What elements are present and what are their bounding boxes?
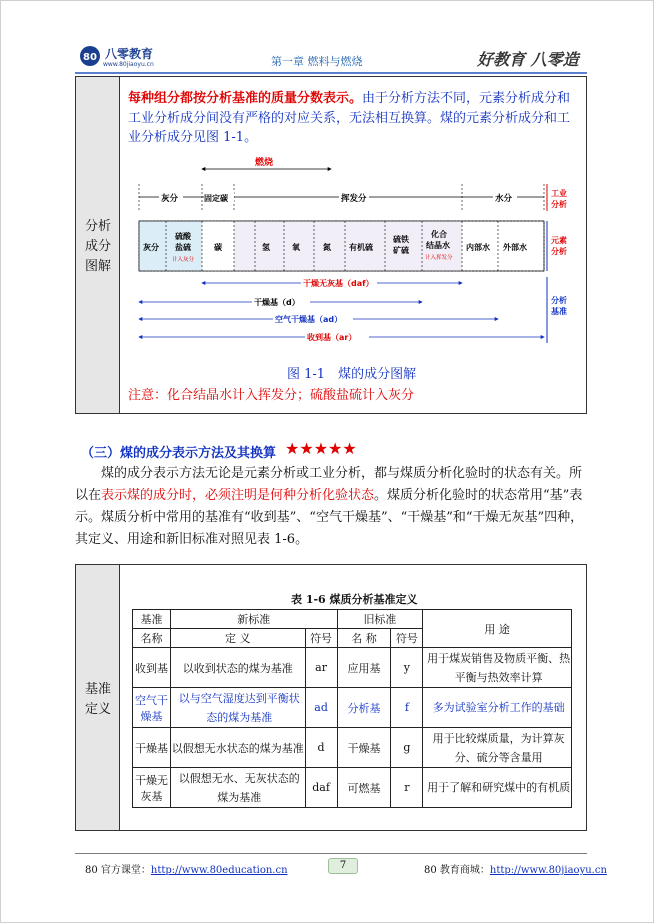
section-paragraph	[75, 463, 587, 551]
header-old-standard: 旧标准	[337, 610, 423, 629]
figure-note: 注意：化合结晶水计入挥发分；硫酸盐硫计入灰分	[128, 388, 415, 403]
box-label-column	[76, 77, 120, 413]
row-usage: 用于了解和研究煤中的有机质	[423, 768, 572, 808]
svg-text:80: 80	[83, 52, 97, 63]
element-pyrite-sulfur-1: 硫铁	[393, 235, 409, 244]
row-usage: 用于比较煤质量，为计算灰分、硫分等含量用	[423, 728, 572, 768]
element-carbon: 碳	[214, 243, 222, 252]
row-definition: 以假想无水状态的煤为基准	[170, 728, 305, 768]
row-symbol: ar	[305, 648, 337, 688]
table-header-row	[133, 610, 572, 629]
row-old-name: 可燃基	[337, 768, 391, 808]
row-symbol: daf	[305, 768, 337, 808]
label-elemental-1: 元素	[551, 236, 567, 245]
note-into-volatile: 计入挥发分	[425, 255, 453, 261]
element-oxygen: 氧	[292, 243, 300, 252]
footer-divider	[75, 853, 587, 854]
footer-official-link[interactable]: http://www.80education.cn	[150, 865, 288, 876]
industrial-moisture: 水分	[495, 194, 513, 204]
element-sulfate-sulfur-2: 盐硫	[175, 243, 191, 252]
header-old-name: 名 称	[337, 629, 391, 648]
element-analysis-row	[139, 221, 544, 271]
header-definition: 定 义	[170, 629, 305, 648]
basis-arrows	[139, 277, 544, 342]
combustion-label: 燃烧	[255, 158, 274, 168]
industrial-ash: 灰分	[161, 194, 179, 204]
page-number: 7	[328, 858, 358, 874]
element-hydrogen: 氢	[262, 243, 270, 252]
element-sulfate-sulfur-1: 硫酸	[175, 232, 191, 241]
footer-left: 80 官方课堂：http://www.80education.cn	[85, 865, 288, 876]
element-surface-water: 外部水	[503, 243, 527, 252]
section-title: （三）煤的成分表示方法及其换算	[81, 446, 277, 461]
element-nitrogen: 氮	[323, 243, 331, 252]
header-old-symbol: 符号	[391, 629, 423, 648]
para-part-1: 煤的成分表示方法无论是元素分析或工业分析，都与煤质分析化验时的状态有关。所以在	[75, 466, 583, 503]
row-usage: 用于煤炭销售及物质平衡、热平衡与热效率计算	[423, 648, 572, 688]
slogan: 好教育 八零造	[477, 50, 579, 69]
basis-ar: 收到基（ar）	[307, 333, 357, 342]
element-crystal-water-2: 结晶水	[426, 241, 450, 250]
note-into-ash: 计入灰分	[172, 257, 195, 263]
element-organic-sulfur: 有机硫	[349, 243, 373, 252]
importance-stars: ★★★★★	[285, 439, 357, 458]
row-definition: 以与空气湿度达到平衡状态的煤为基准	[170, 688, 305, 728]
row-old-symbol: r	[391, 768, 423, 808]
basis-ad: 空气干燥基（ad）	[275, 315, 343, 324]
para-highlight: 表示煤的成分时，必须注明是何种分析化验状态	[101, 488, 375, 503]
industrial-analysis-row	[139, 184, 544, 211]
table-row	[133, 688, 572, 728]
basis-d: 干燥基（d）	[254, 298, 300, 307]
row-name: 干燥无灰基	[133, 768, 171, 808]
row-old-name: 分析基	[337, 688, 391, 728]
label-basis-1: 分析	[551, 296, 567, 305]
table-title: 表 1-6 煤质分析基准定义	[291, 593, 418, 606]
basis-definition-box	[75, 564, 587, 831]
row-name: 空气干燥基	[133, 688, 171, 728]
element-ash: 灰分	[143, 243, 159, 252]
row-definition: 以收到状态的煤为基准	[170, 648, 305, 688]
row-name: 收到基	[133, 648, 171, 688]
brand-url: www.80jiaoyu.cn	[103, 61, 154, 68]
row-old-symbol: f	[391, 688, 423, 728]
header-usage: 用 途	[423, 610, 572, 648]
row-definition: 以假想无水、无灰状态的煤为基准	[170, 768, 305, 808]
box-label: 基准 定义	[84, 682, 111, 717]
element-pyrite-sulfur-2: 矿硫	[393, 246, 409, 255]
element-inherent-water: 内部水	[466, 243, 490, 252]
para-part-2: 。煤质分析化验时的状态常用“基”表示。煤质分析中常用的基准有“收到基”、“空气干燥基”、“干燥基”和“干燥无灰基”四种，其定义、用途和新旧标准对照见表 1-6。	[75, 488, 584, 547]
header-new-standard: 新标准	[170, 610, 337, 629]
label-elemental-2: 分析	[551, 247, 567, 256]
row-usage: 多为试验室分析工作的基础	[423, 688, 572, 728]
industrial-volatile: 挥发分	[341, 194, 367, 204]
label-basis-2: 基准	[551, 307, 567, 316]
element-crystal-water-1: 化合	[431, 230, 447, 239]
brand-name: 八零教育	[105, 47, 154, 61]
row-old-symbol: g	[391, 728, 423, 768]
basis-table	[132, 609, 572, 808]
header-symbol: 符号	[305, 629, 337, 648]
row-old-symbol: y	[391, 648, 423, 688]
table-row	[133, 728, 572, 768]
label-industrial-2: 分析	[551, 200, 567, 209]
header-basis: 基准	[133, 610, 171, 629]
intro-paragraph	[128, 89, 582, 148]
row-symbol: ad	[305, 688, 337, 728]
label-industrial-1: 工业	[551, 189, 567, 198]
chapter-title: 第一章 燃料与燃烧	[271, 55, 363, 68]
box-label: 分析 成分 图解	[84, 219, 111, 274]
coal-composition-diagram	[129, 157, 579, 357]
box-label-column	[76, 565, 120, 830]
figure-caption: 图 1-1 煤的成分图解	[287, 367, 417, 382]
row-symbol: d	[305, 728, 337, 768]
right-side-labels	[547, 184, 567, 343]
footer-shop-link[interactable]: http://www.80jiaoyu.cn	[489, 865, 607, 876]
basis-daf: 干燥无灰基（daf）	[303, 279, 374, 288]
header-name: 名称	[133, 629, 171, 648]
table-row	[133, 648, 572, 688]
industrial-fixed-carbon: 固定碳	[204, 194, 228, 203]
brand-logo-icon	[79, 45, 101, 67]
row-old-name: 应用基	[337, 648, 391, 688]
footer-right: 80 教育商城：http://www.80jiaoyu.cn	[424, 865, 607, 876]
composition-box	[75, 76, 587, 414]
table-row	[133, 768, 572, 808]
row-name: 干燥基	[133, 728, 171, 768]
intro-highlight: 每种组分都按分析基准的质量分数表示。	[128, 91, 363, 106]
header-divider	[75, 72, 587, 74]
row-old-name: 干燥基	[337, 728, 391, 768]
intro-text: 由于分析方法不同，元素分析成分和工业分析成分间没有严格的对应关系，无法相互换算。煤的元素分析成分和工业分析成分见图 1-1。	[128, 91, 571, 145]
